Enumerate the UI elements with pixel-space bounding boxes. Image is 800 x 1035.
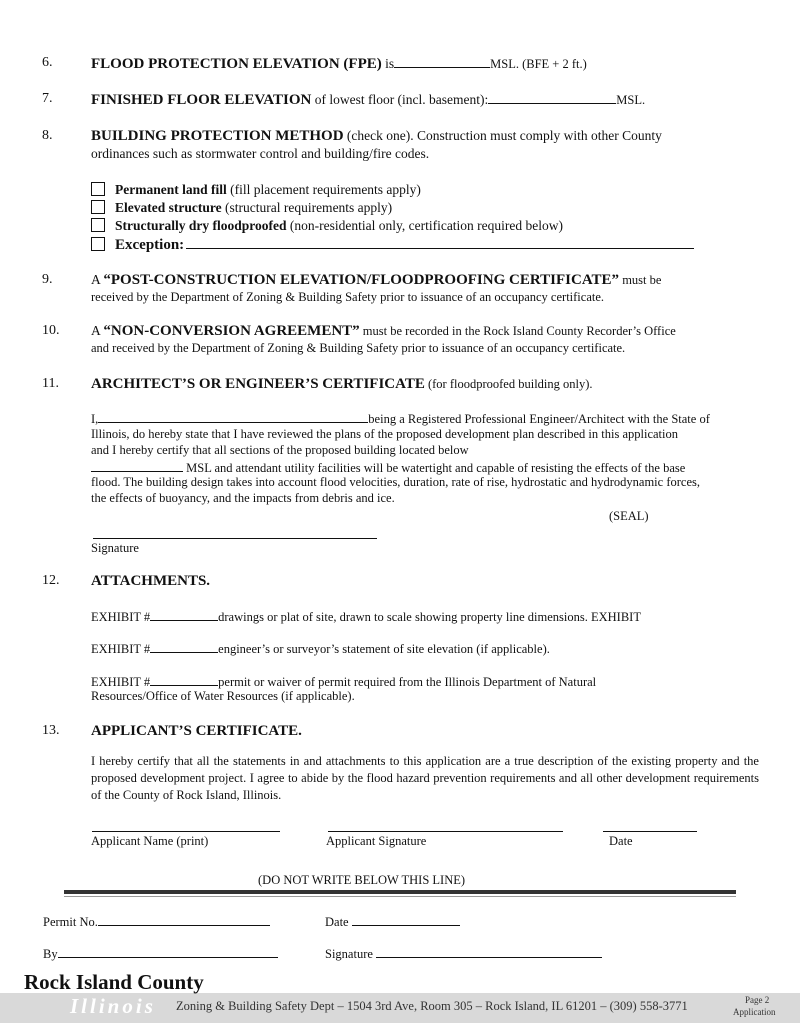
item-12-number: 12. [42,573,60,588]
item-8-line2: ordinances such as stormwater control and building/fire codes. [91,146,430,161]
item-13-number: 13. [42,723,60,738]
item-10-line2: and received by the Department of Zoning & Building Safety prior to issuance of an occupancy certificate. [91,341,626,355]
item-6-title: FLOOD PROTECTION ELEVATION (FPE) [91,56,382,72]
item-7-number: 7. [42,91,53,106]
office-signature-label: Signature [325,947,373,961]
ffe-field[interactable] [488,91,616,104]
item-6-text: is [381,56,395,71]
cert-line-3: and I hereby certify that all sections of the proposed building located below [91,443,469,457]
office-signature [325,945,602,962]
exhibit-2-field[interactable] [150,640,218,653]
cert-line-6: the effects of buoyancy, and the impacts from debris and ice. [91,491,395,505]
office-date [325,913,460,930]
applicant-name-label: Applicant Name (print) [91,834,209,848]
exhibit-1-label: EXHIBIT # [91,610,151,624]
exhibit-2-text: engineer’s or surveyor’s statement of site elevation (if applicable). [218,642,550,656]
item-8-line1 [91,128,662,145]
office-date-field[interactable] [352,913,460,926]
exhibit-1-text: drawings or plat of site, drawn to scale showing property line dimensions. EXHIBIT [218,610,641,624]
exhibit-3 [91,673,596,690]
checkbox-exception[interactable] [91,237,105,251]
permit-no-label: Permit No. [43,915,98,929]
exhibit-2-label: EXHIBIT # [91,642,151,656]
option-floodproofed-desc: (non-residential only, certification required below) [286,218,564,233]
office-signature-field[interactable] [376,945,602,958]
item-6-number: 6. [42,55,53,70]
footer-page: Page 2 [745,995,770,1005]
cert-start: I, [91,412,99,426]
item-9-number: 9. [42,272,53,287]
option-floodproofed [91,218,563,234]
engineer-signature-label: Signature [91,541,139,555]
exhibit-3-field[interactable] [150,673,218,686]
option-elevated [91,200,392,216]
cert-line-2: Illinois, do hereby state that I have reviewed the plans of the proposed development plan described in this application [91,427,678,441]
office-date-label: Date [325,915,349,929]
office-use-note: (DO NOT WRITE BELOW THIS LINE) [258,873,466,887]
item-11-text: (for floodproofed building only). [424,377,593,391]
exhibit-1 [91,608,641,625]
cert-line-1-rest: being a Registered Professional Engineer/Architect with the State of [368,412,710,426]
option-fill-label: Permanent land fill [115,182,227,197]
footer-address: Zoning & Building Safety Dept – 1504 3rd Ave, Room 305 – Rock Island, IL 61201 – (309) 558-3771 [176,999,688,1013]
item-10-text: must be recorded in the Rock Island County Recorder’s Office [359,324,676,338]
item-8-number: 8. [42,128,53,143]
item-11-title: ARCHITECT’S OR ENGINEER’S CERTIFICATE [91,376,425,392]
applicant-signature-line[interactable] [328,831,563,832]
exhibit-2 [91,640,550,657]
item-13-title: APPLICANT’S CERTIFICATE. [91,723,302,739]
item-9-pre: A [91,272,104,287]
engineer-signature-line[interactable] [93,538,377,539]
item-6-line [91,55,587,73]
footer-county: Rock Island County [24,970,204,994]
item-7-line [91,91,645,109]
item-9-text: must be [619,273,662,287]
option-elevated-desc: (structural requirements apply) [221,200,393,215]
cert-line-4 [91,459,685,476]
item-9-line2: received by the Department of Zoning & Building Safety prior to issuance of an occupancy certificate. [91,290,605,304]
option-floodproofed-label: Structurally dry floodproofed [115,218,287,233]
item-8-text: (check one). Construction must comply with other County [343,128,662,143]
office-by-label: By [43,947,58,961]
item-8-title: BUILDING PROTECTION METHOD [91,128,344,144]
office-separator [64,890,736,894]
item-6-suffix: MSL. (BFE + 2 ft.) [490,57,587,71]
footer-application: Application [733,1007,776,1017]
option-fill-desc: (fill placement requirements apply) [226,182,421,197]
permit-no [43,913,270,930]
office-by [43,945,278,962]
item-10-number: 10. [42,323,60,338]
applicant-signature-label: Applicant Signature [326,834,427,848]
item-11-number: 11. [42,376,59,391]
item-9-line1 [91,272,661,289]
item-10-pre: A [91,323,104,338]
exhibit-3-line2: Resources/Office of Water Resources (if applicable). [91,689,355,703]
item-11-line1 [91,376,593,393]
item-7-title: FINISHED FLOOR ELEVATION [91,92,312,108]
option-exception-label: Exception: [115,237,185,253]
permit-no-field[interactable] [98,913,270,926]
cert-line-4-rest: MSL and attendant utility facilities will be watertight and capable of resisting the effects of the base [183,461,686,475]
footer-state: Illinois [70,994,156,1018]
item-12-title: ATTACHMENTS. [91,573,211,589]
checkbox-floodproofed[interactable] [91,218,105,232]
applicant-certificate-body: I hereby certify that all the statements in and attachments to this application are a true description of the existing property and the proposed development project. I agree to abide by the flood hazard prevention requirements and all other development requirements of the County of Rock Island, Illinois. [91,754,759,802]
exhibit-1-field[interactable] [150,608,218,621]
applicant-date-label: Date [609,834,633,848]
office-by-field[interactable] [58,945,278,958]
applicant-name-line[interactable] [92,831,280,832]
exception-field[interactable] [186,236,694,249]
exhibit-3-label: EXHIBIT # [91,675,151,689]
checkbox-elevated[interactable] [91,200,105,214]
cert-elevation-field[interactable] [91,459,183,472]
exhibit-3-text: permit or waiver of permit required from the Illinois Department of Natural [218,675,597,689]
fpe-field[interactable] [394,55,490,68]
item-10-line1 [91,323,676,340]
seal-label: (SEAL) [609,509,649,523]
option-fill [91,182,421,198]
option-exception [91,236,694,254]
option-elevated-label: Elevated structure [115,200,222,215]
applicant-date-line[interactable] [603,831,697,832]
office-separator-shadow [64,896,736,897]
item-10-title: “NON-CONVERSION AGREEMENT” [103,323,360,339]
cert-line-5: flood. The building design takes into account flood velocities, duration, rate of rise, hydrostatic and hydrodynamic forces, [91,475,700,489]
item-7-suffix: MSL. [616,93,646,107]
item-7-text: of lowest floor (incl. basement): [311,92,489,107]
item-9-title: “POST-CONSTRUCTION ELEVATION/FLOODPROOFING CERTIFICATE” [103,272,620,288]
cert-line-1 [91,410,710,427]
engineer-name-field[interactable] [98,410,368,423]
checkbox-fill[interactable] [91,182,105,196]
